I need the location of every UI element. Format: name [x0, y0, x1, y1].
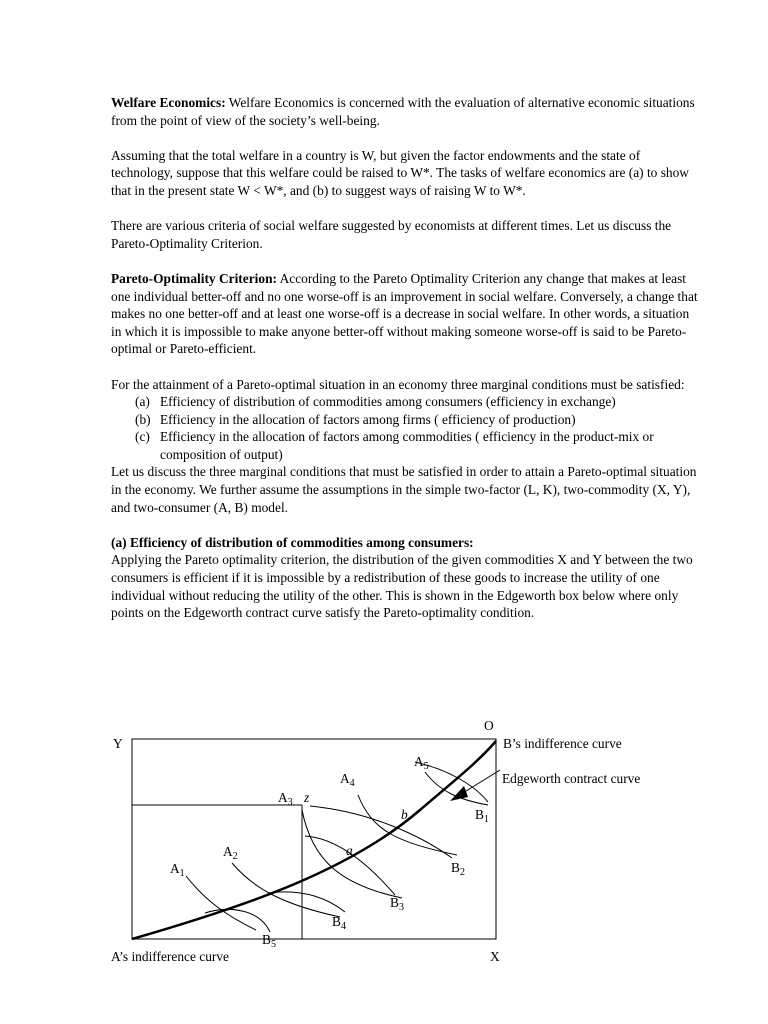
indifference-curve-a3	[302, 810, 402, 898]
condition-label: (c)	[135, 429, 150, 445]
condition-text: Efficiency of distribution of commodities among consumers (efficiency in exchange)	[160, 394, 616, 410]
criteria-paragraph: There are various criteria of social welfare suggested by economists at different times. Let us discuss the Pareto-Optimality Criterion.	[111, 218, 672, 251]
axis-x-label: X	[490, 949, 500, 964]
intro-text: Welfare Economics is concerned with the evaluation of alternative economic situations from the point of view of the society’s well-being.	[111, 95, 695, 128]
curve-b2-label: $B_2$	[451, 860, 465, 878]
section-a-heading-text: (a) Efficiency of distribution of commodities among consumers:	[111, 534, 474, 550]
point-a-label: a	[346, 843, 353, 858]
condition-text: Efficiency in the allocation of factors among commodities ( efficiency in the product-mix or composition of output)	[160, 429, 654, 462]
conditions-list	[111, 393, 701, 463]
curve-a4-label: $A_4$	[340, 771, 355, 789]
indifference-curve-a1	[186, 876, 256, 930]
intro-heading: Welfare Economics:	[111, 95, 226, 110]
curve-a3-label: $A_3$	[278, 790, 293, 808]
conditions-intro: For the attainment of a Pareto-optimal situation in an economy three marginal conditions must be satisfied:	[111, 376, 685, 392]
pareto-text: According to the Pareto Optimality Criterion any change that makes at least one individual better-off and no one worse-off is an improvement in social welfare. Conversely, a change that makes no one better-off and at least one worse-off is a decrease in social welfare. In other words, a situation in which it is impossible to make anyone better-off without making someone worse-off is said to be Pareto-optimal or Pareto-efficient.	[111, 270, 698, 357]
origin-o-label: O	[484, 718, 494, 733]
contract-curve-arrow-head	[450, 786, 468, 801]
contract-curve-label: Edgeworth contract curve	[502, 771, 641, 786]
curve-b3-label: $B_3$	[390, 895, 404, 913]
intro-paragraph	[111, 94, 701, 129]
condition-label: (b)	[135, 411, 151, 427]
contract-curve-arrow-line	[458, 770, 500, 796]
condition-item	[135, 428, 701, 463]
conditions-after: Let us discuss the three marginal conditions that must be satisfied in order to attain a Pareto-optimal situation in the economy. We further assume the assumptions in the simple two-factor (L, K), two-commodity (X, Y), and two-consumer (A, B) model.	[111, 464, 697, 515]
curve-b1-label: $B_1$	[475, 807, 489, 825]
indifference-curve-a2	[232, 863, 340, 917]
pareto-paragraph	[111, 270, 701, 358]
contract-curve	[132, 741, 496, 939]
curve-b4-label: $B_4$	[332, 914, 346, 932]
axis-y-label: Y	[113, 736, 123, 751]
indifference-curve-b2	[310, 806, 452, 858]
point-z-label: z	[304, 790, 310, 805]
section-a-text: Applying the Pareto optimality criterion, the distribution of the given commodities X and Y between the two consumers is efficient if it is impossible by a redistribution of these goods to increase the utility of one individual without reducing the utility of the other. This is shown in the Edgeworth box below where only points on the Edgeworth contract curve satisfy the Pareto-optimality condition.	[111, 552, 693, 621]
condition-item	[135, 411, 701, 429]
curve-a1-label: $A_1$	[170, 861, 185, 879]
condition-label: (a)	[135, 394, 150, 410]
pareto-heading: Pareto-Optimality Criterion:	[111, 270, 277, 286]
condition-text: Efficiency in the allocation of factors among firms ( efficiency of production)	[160, 411, 576, 427]
curve-a5-label: $A_5$	[414, 754, 429, 772]
condition-item	[135, 393, 701, 411]
indifference-curve-b5	[205, 909, 270, 932]
indifference-curve-b3	[305, 836, 395, 895]
section-a-heading	[111, 534, 701, 552]
edgeworth-box	[132, 739, 496, 939]
welfare-paragraph: Assuming that the total welfare in a country is W, but given the factor endowments and the state of technology, suppose that this welfare could be raised to W*. The tasks of welfare economics are (a) to show that in the present state W < W*, and (b) to suggest ways of raising W to W*.	[111, 147, 689, 198]
indifference-curve-a4	[358, 795, 457, 855]
curve-a2-label: $A_2$	[223, 844, 238, 862]
a-indifference-label: A’s indifference curve	[111, 949, 229, 964]
indifference-curve-b4	[268, 892, 345, 912]
point-b-label: b	[401, 807, 408, 822]
indifference-curve-b1	[415, 762, 488, 802]
curve-b5-label: $B_5$	[262, 932, 276, 950]
indifference-curve-a5	[425, 772, 488, 805]
b-indifference-label: B’s indifference curve	[503, 736, 622, 751]
document-page	[111, 94, 701, 639]
